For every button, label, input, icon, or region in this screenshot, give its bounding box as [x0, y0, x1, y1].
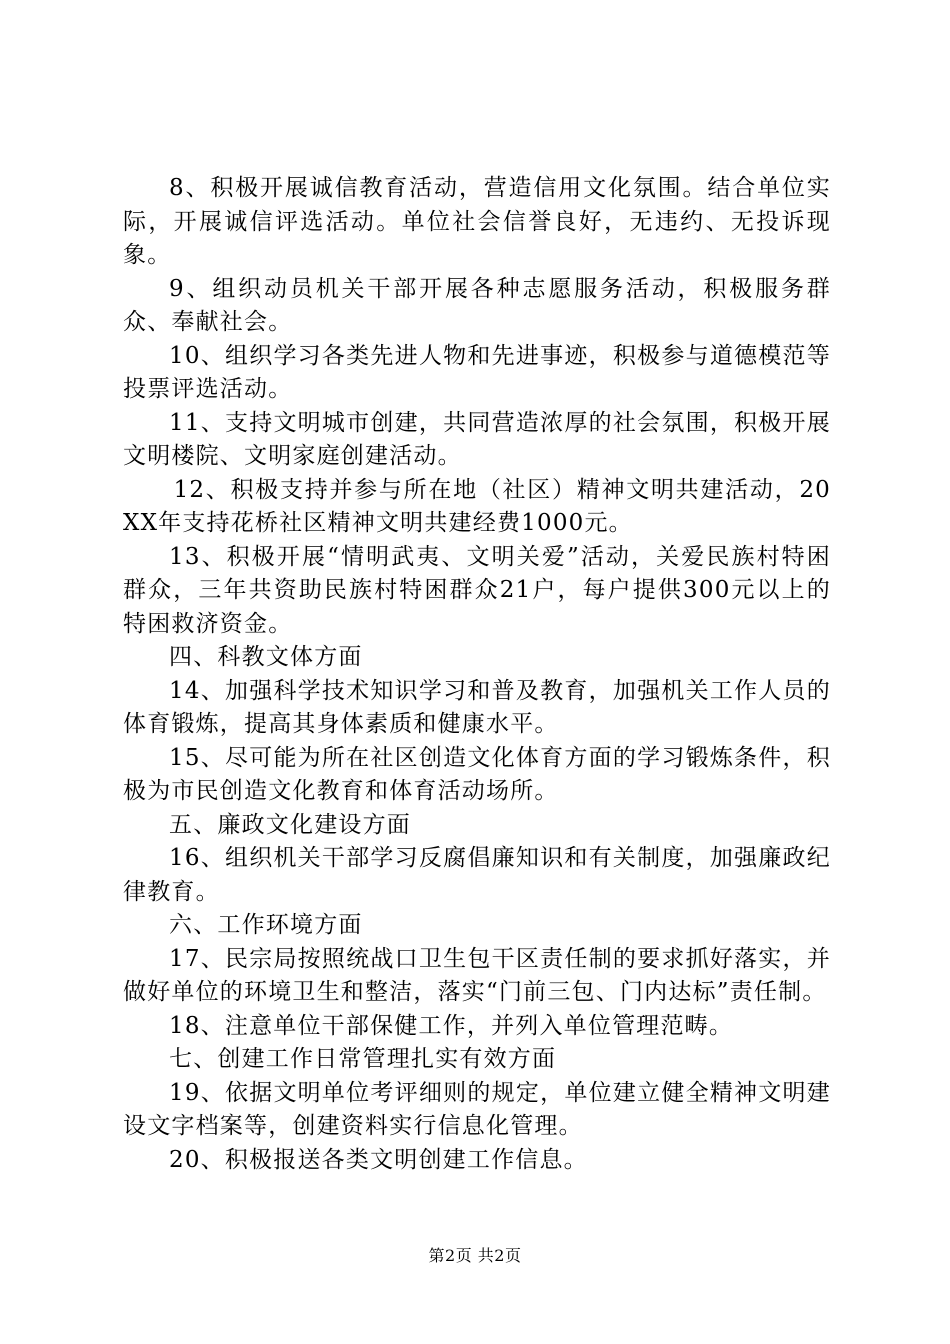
paragraph-item-20: 20、积极报送各类文明创建工作信息。 [169, 1146, 588, 1173]
section-heading-5: 五、廉政文化建设方面 [169, 811, 411, 838]
paragraph-item-11: 11、支持文明城市创建，共同营造浓厚的社会氛围，积极开展文明楼院、文明家庭创建活动。 [123, 409, 831, 469]
paragraph-item-8: 8、积极开展诚信教育活动，营造信用文化氛围。结合单位实际，开展诚信评选活动。单位社会信誉良好，无违约、无投诉现象。 [123, 175, 831, 268]
paragraph-item-10: 10、组织学习各类先进人物和先进事迹，积极参与道德模范等投票评选活动。 [123, 342, 831, 402]
paragraph-item-9: 9、组织动员机关干部开展各种志愿服务活动，积极服务群众、奉献社会。 [123, 275, 831, 335]
paragraph-item-14: 14、加强科学技术知识学习和普及教育，加强机关工作人员的体育锻炼，提高其身体素质和健康水平。 [123, 677, 831, 737]
document-body [123, 172, 831, 1177]
paragraph-item-13: 13、积极开展“情明武夷、文明关爱”活动，关爱民族村特困群众，三年共资助民族村特困群众21户，每户提供300元以上的特困救济资金。 [123, 543, 831, 637]
page-footer: 第2页 共2页 [428, 1246, 522, 1265]
section-heading-7: 七、创建工作日常管理扎实有效方面 [169, 1046, 557, 1072]
paragraph-item-19: 19、依据文明单位考评细则的规定，单位建立健全精神文明建设文字档案等，创建资料实行信息化管理。 [123, 1079, 831, 1139]
section-heading-4: 四、科教文体方面 [169, 644, 363, 670]
paragraph-item-12: 12、积极支持并参与所在地（社区）精神文明共建活动，20XX年支持花桥社区精神文明共建经费1000元。 [123, 476, 831, 536]
paragraph-item-17: 17、民宗局按照统战口卫生包干区责任制的要求抓好落实，并做好单位的环境卫生和整洁，落实“门前三包、门内达标”责任制。 [123, 945, 831, 1005]
paragraph-item-15: 15、尽可能为所在社区创造文化体育方面的学习锻炼条件，积极为市民创造文化教育和体育活动场所。 [123, 744, 831, 804]
section-heading-6: 六、工作环境方面 [169, 912, 363, 938]
paragraph-item-18: 18、注意单位干部保健工作，并列入单位管理范畴。 [169, 1012, 734, 1039]
paragraph-item-16: 16、组织机关干部学习反腐倡廉知识和有关制度，加强廉政纪律教育。 [123, 845, 831, 905]
